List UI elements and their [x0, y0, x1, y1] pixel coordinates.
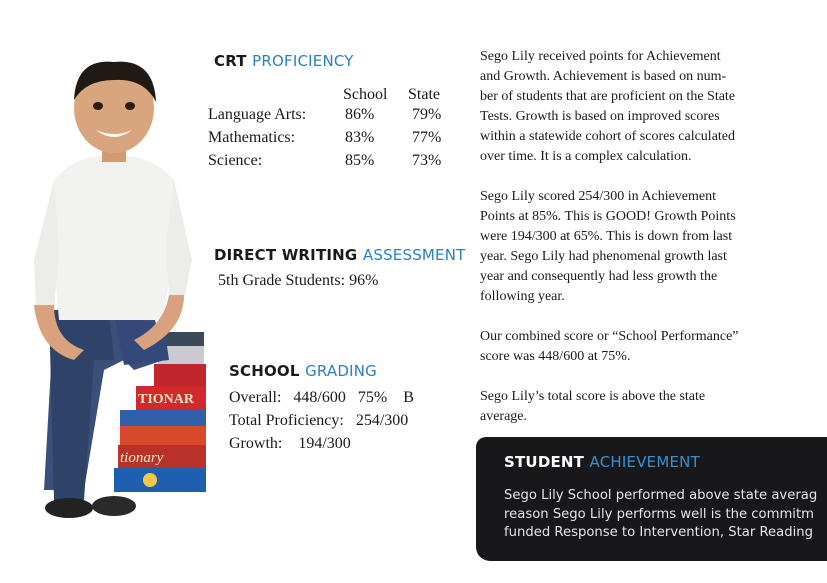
col-school: School [343, 86, 388, 103]
paragraph-line: within a statewide cohort of scores calculated [480, 129, 736, 144]
book-spine-label: TIONAR [138, 392, 195, 407]
grading-heading-bold: SCHOOL [229, 362, 300, 380]
row-state: 79% [412, 106, 442, 123]
paragraph-line: year. Sego Lily had phenomenal growth last [480, 249, 727, 264]
writing-heading-accent: ASSESSMENT [362, 246, 466, 264]
student-achievement-heading-accent: ACHIEVEMENT [589, 453, 700, 471]
paragraph-total [480, 387, 785, 427]
paragraph-line: average. [480, 409, 528, 424]
paragraph-line: year and consequently had less growth the [480, 269, 718, 284]
paragraph-line: were 194/300 at 65%. This is down from last [480, 229, 733, 244]
crt-table [208, 86, 458, 175]
crt-heading-bold: CRT [214, 52, 247, 70]
student-photo [14, 60, 214, 520]
grading-heading-accent: GRADING [305, 362, 377, 380]
paragraph-line: Sego Lily scored 254/300 in Achievement [480, 189, 717, 204]
row-label: Mathematics: [208, 129, 296, 146]
row-school: 86% [345, 106, 375, 123]
crt-table-header [208, 86, 458, 106]
book-spine-label-2: tionary [120, 450, 164, 466]
row-state: 73% [412, 152, 442, 169]
grading-growth: Growth: 194/300 [229, 435, 351, 452]
grading-heading [229, 362, 377, 380]
panel-line: Sego Lily School performed above state averag [504, 488, 818, 503]
paragraph-line: Sego Lily received points for Achievement [480, 49, 721, 64]
grading-overall: Overall: 448/600 75% B [229, 389, 414, 406]
paragraph-scores [480, 187, 785, 307]
row-state: 77% [412, 129, 442, 146]
panel-line: reason Sego Lily performs well is the commitm [504, 506, 814, 522]
student-achievement-heading-bold: STUDENT [504, 453, 585, 471]
paragraph-combined [480, 327, 785, 367]
grading-proficiency: Total Proficiency: 254/300 [229, 412, 409, 429]
writing-result: 5th Grade Students: 96% [218, 272, 379, 289]
paragraph-line: following year. [480, 289, 565, 304]
paragraph-achievement-growth [480, 47, 785, 167]
col-state: State [408, 86, 440, 103]
paragraph-line: over time. It is a complex calculation. [480, 149, 692, 164]
panel-line: funded Response to Intervention, Star Reading [504, 525, 814, 540]
writing-heading [214, 246, 466, 264]
crt-heading [214, 52, 354, 70]
crt-row [208, 129, 458, 152]
paragraph-line: Points at 85%. This is GOOD! Growth Points [480, 209, 736, 224]
paragraph-line: and Growth. Achievement is based on num- [480, 69, 727, 84]
paragraph-line: ber of students that are proficient on the State [480, 89, 736, 104]
student-achievement-text [504, 487, 827, 543]
crt-row [208, 152, 458, 175]
paragraph-line: Our combined score or “School Performance” [480, 329, 739, 344]
crt-heading-accent: PROFICIENCY [252, 52, 354, 70]
row-label: Language Arts: [208, 106, 307, 123]
row-label: Science: [208, 152, 263, 169]
row-school: 85% [345, 152, 375, 169]
paragraph-line: Tests. Growth is based on improved scores [480, 109, 720, 124]
paragraph-line: score was 448/600 at 75%. [480, 349, 631, 364]
row-school: 83% [345, 129, 375, 146]
paragraph-line: Sego Lily’s total score is above the state [480, 389, 706, 404]
crt-row [208, 106, 458, 129]
student-achievement-heading [504, 453, 700, 471]
writing-heading-bold: DIRECT WRITING [214, 246, 358, 264]
